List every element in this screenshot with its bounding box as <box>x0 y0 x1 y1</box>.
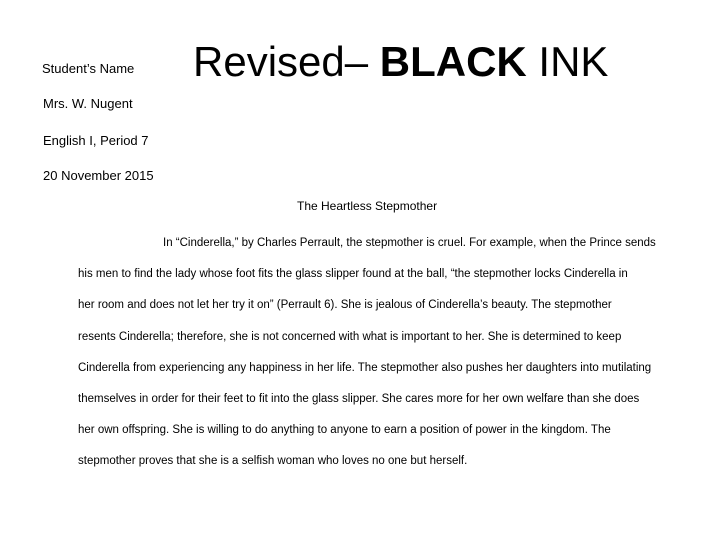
essay-line: themselves in order for their feet to fit into the glass slipper. She cares more for her own welfare than she does <box>78 393 640 406</box>
student-name: Student’s Name <box>42 61 135 76</box>
essay-line: her own offspring. She is willing to do anything to anyone to earn a position of power in the kingdom. The <box>78 424 611 437</box>
essay-line: stepmother proves that she is a selfish woman who loves no one but herself. <box>78 455 468 468</box>
essay-date: 20 November 2015 <box>43 168 154 183</box>
revised-bold-word: BLACK <box>379 38 527 85</box>
essay-line: Cinderella from experiencing any happiness in her life. The stepmother also pushes her daughters into mutilating <box>78 361 652 374</box>
essay-line: his men to find the lady whose foot fits the glass slipper found at the ball, “the stepmother locks Cinderella in <box>78 268 628 281</box>
revised-suffix: INK <box>526 38 609 85</box>
revised-banner <box>193 36 608 88</box>
essay-line: her room and does not let her try it on” (Perrault 6). She is jealous of Cinderella’s beauty. The stepmother <box>78 299 612 312</box>
essay-body <box>78 228 708 478</box>
essay-line: In “Cinderella,” by Charles Perrault, the stepmother is cruel. For example, when the Prince sends <box>163 237 656 249</box>
revised-prefix: Revised– <box>193 38 380 85</box>
course-name: English I, Period 7 <box>43 133 149 148</box>
essay-line: resents Cinderella; therefore, she is not concerned with what is important to her. She is determined to keep <box>78 330 622 343</box>
essay-title: The Heartless Stepmother <box>297 199 438 213</box>
teacher-name: Mrs. W. Nugent <box>43 96 133 111</box>
